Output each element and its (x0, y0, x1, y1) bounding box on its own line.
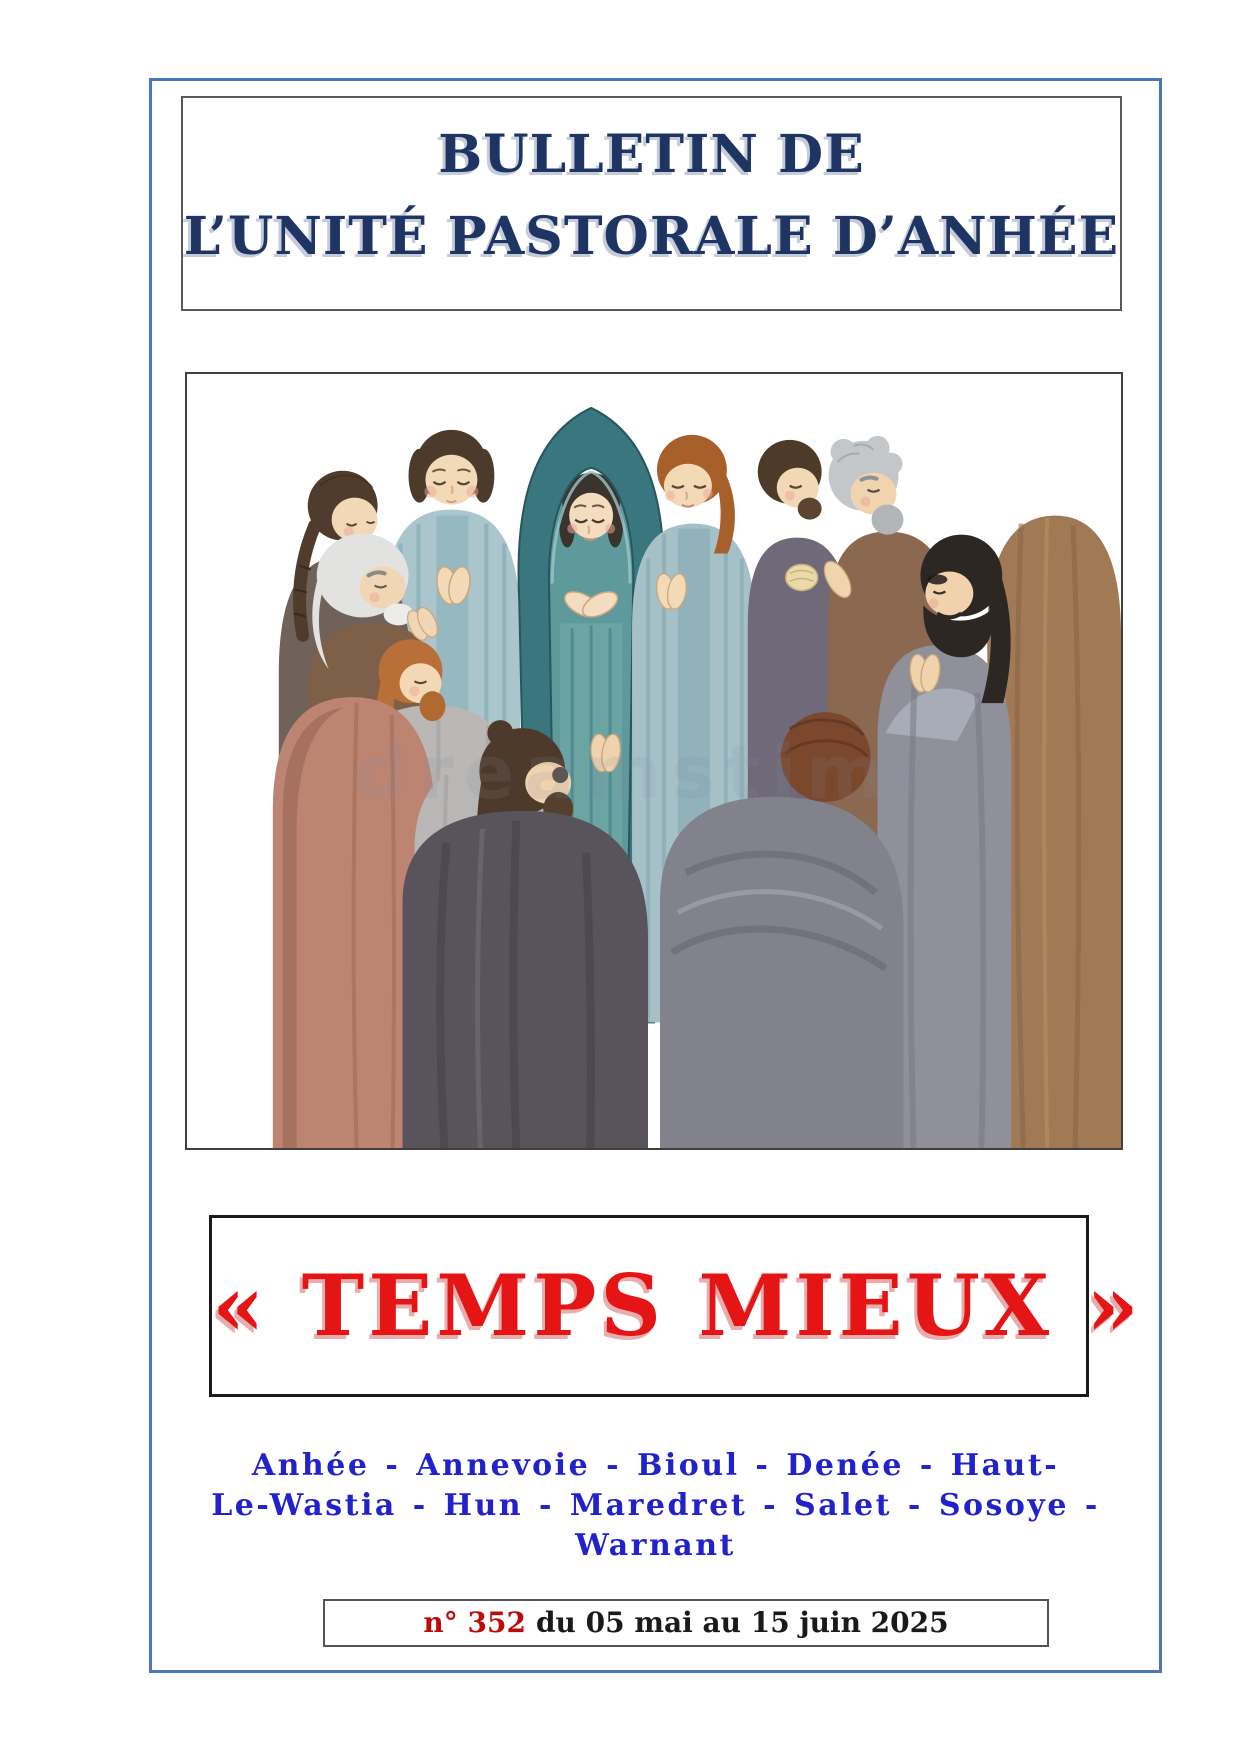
issue-date-range: du 05 mai au 15 juin 2025 (535, 1606, 949, 1639)
title-box (181, 96, 1122, 311)
pentecost-watercolor-illustration (187, 374, 1121, 1148)
page-border-frame (149, 78, 1162, 1673)
bulletin-title-line2: L’UNITÉ PASTORALE D’ANHÉE (183, 206, 1120, 267)
parish-list-line1: Anhée - Annevoie - Bioul - Denée - Haut- (251, 1448, 1060, 1483)
cover-illustration-frame (185, 372, 1123, 1150)
bulletin-name: « TEMPS MIEUX » (212, 1256, 1143, 1355)
parish-list-line2: Le-Wastia - Hun - Maredret - Salet - Sosoye - (211, 1488, 1100, 1523)
issue-box (323, 1599, 1049, 1647)
bulletin-title-line1: BULLETIN DE (438, 124, 865, 185)
issue-number: n° 352 (423, 1606, 526, 1639)
banner-box (209, 1215, 1143, 1397)
parish-list (152, 1446, 1159, 1566)
parish-list-line3: Warnant (575, 1528, 736, 1563)
